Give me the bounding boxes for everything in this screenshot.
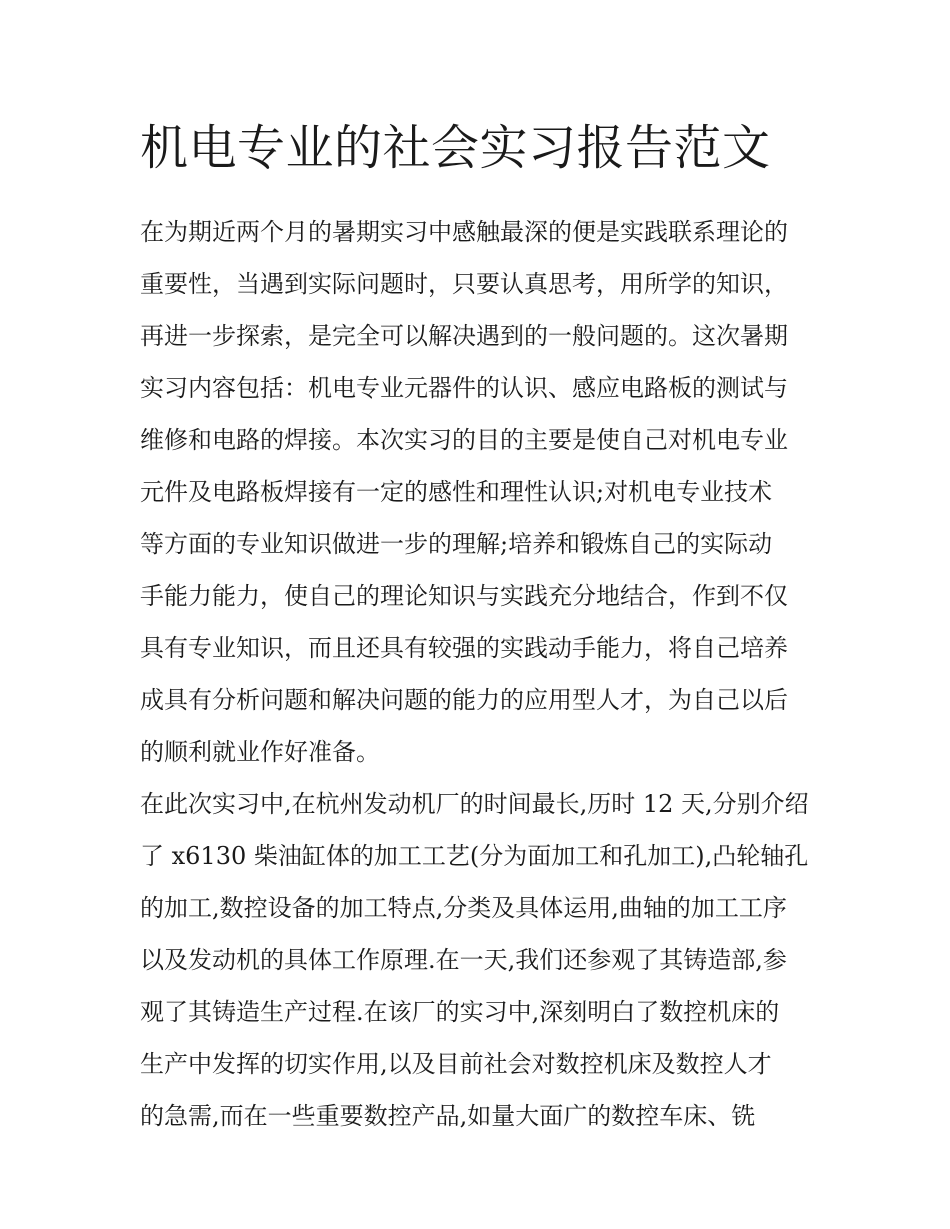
- text-line: 生产中发挥的切实作用,以及目前社会对数控机床及数控人才: [140, 1050, 772, 1078]
- document-page: [140, 112, 815, 1142]
- document-title: 机电专业的社会实习报告范文: [140, 120, 771, 176]
- text-line: 手能力能力，使自己的理论知识与实践充分地结合，作到不仅: [140, 582, 788, 610]
- text-line: 的顺利就业作好准备。: [140, 738, 380, 766]
- text-line: 以及发动机的具体工作原理.在一天,我们还参观了其铸造部,参: [140, 946, 787, 974]
- text-line: 重要性，当遇到实际问题时，只要认真思考，用所学的知识，: [140, 270, 788, 298]
- paragraph-1: [140, 206, 815, 778]
- paragraph-2: [140, 778, 815, 1142]
- text-line: 等方面的专业知识做进一步的理解;培养和锻炼自己的实际动: [140, 530, 773, 558]
- text-line: 了 x6130 柴油缸体的加工工艺(分为面加工和孔加工),凸轮轴孔: [140, 842, 809, 870]
- text-line: 在为期近两个月的暑期实习中感触最深的便是实践联系理论的: [140, 218, 788, 246]
- text-line: 的加工,数控设备的加工特点,分类及具体运用,曲轴的加工工序: [140, 894, 787, 922]
- text-line: 观了其铸造生产过程.在该厂的实习中,深刻明白了数控机床的: [140, 998, 780, 1026]
- text-line: 具有专业知识，而且还具有较强的实践动手能力，将自己培养: [140, 634, 788, 662]
- text-line: 在此次实习中,在杭州发动机厂的时间最长,历时 12 天,分别介绍: [140, 790, 809, 818]
- text-line: 实习内容包括：机电专业元器件的认识、感应电路板的测试与: [140, 374, 788, 402]
- text-line: 成具有分析问题和解决问题的能力的应用型人才，为自己以后: [140, 686, 788, 714]
- text-line: 维修和电路的焊接。本次实习的目的主要是使自己对机电专业: [140, 426, 788, 454]
- text-line: 再进一步探索，是完全可以解决遇到的一般问题的。这次暑期: [140, 322, 788, 350]
- text-line: 的急需,而在一些重要数控产品,如量大面广的数控车床、铣: [140, 1102, 756, 1130]
- text-line: 元件及电路板焊接有一定的感性和理性认识;对机电专业技术: [140, 478, 773, 506]
